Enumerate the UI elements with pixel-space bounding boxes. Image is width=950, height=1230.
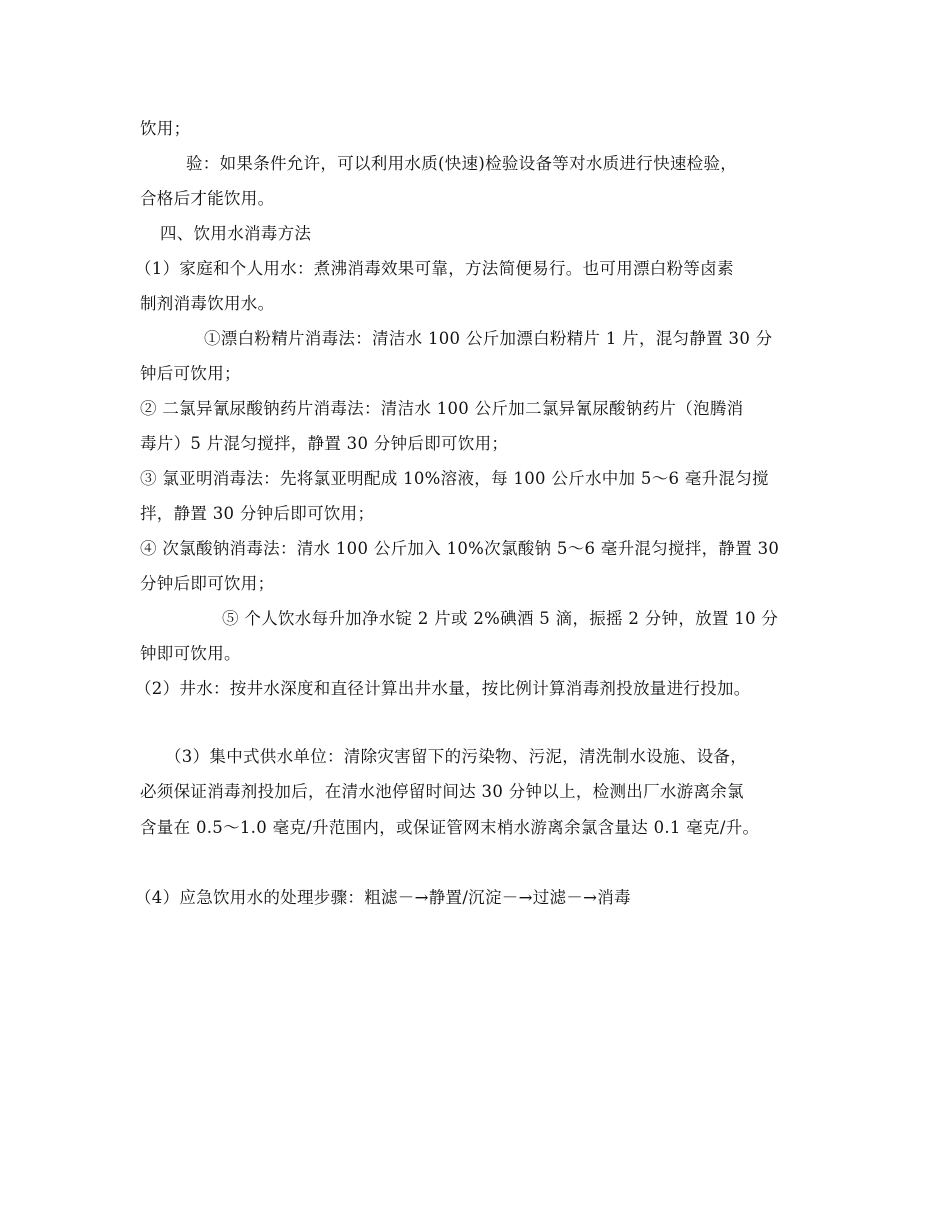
text-line: 钟即可饮用。 (140, 644, 241, 663)
text-line: （4）应急饮用水的处理步骤：粗滤－→静置/沉淀－→过滤－→消毒 (135, 888, 631, 907)
text-line: ③ 氯亚明消毒法：先将氯亚明配成 10%溶液，每 100 公斤水中加 5～6 毫升混匀搅 (140, 469, 769, 488)
text-line: 合格后才能饮用。 (140, 189, 275, 208)
text-line: （2）井水：按井水深度和直径计算出井水量，按比例计算消毒剂投放量进行投加。 (135, 679, 751, 698)
text-line: 分钟后即可饮用； (140, 574, 275, 593)
text-line: 必须保证消毒剂投加后，在清水池停留时间达 30 分钟以上，检测出厂水游离余氯 (140, 782, 744, 801)
section-heading: 四、饮用水消毒方法 (160, 224, 312, 243)
text-line: 制剂消毒饮用水。 (140, 294, 275, 313)
text-line: ⑤ 个人饮水每升加净水锭 2 片或 2%碘酒 5 滴，振摇 2 分钟，放置 10 分 (222, 609, 779, 628)
text-line: 毒片）5 片混匀搅拌，静置 30 分钟后即可饮用； (140, 434, 509, 453)
text-line: 含量在 0.5～1.0 毫克/升范围内，或保证管网末梢水游离余氯含量达 0.1 毫克/升。 (140, 818, 760, 837)
text-line: 拌，静置 30 分钟后即可饮用； (140, 504, 375, 523)
text-line: ④ 次氯酸钠消毒法：清水 100 公斤加入 10%次氯酸钠 5～6 毫升混匀搅拌，静置 30 (140, 539, 780, 558)
text-line: 饮用； (140, 119, 191, 138)
text-line: ② 二氯异氰尿酸钠药片消毒法：清洁水 100 公斤加二氯异氰尿酸钠药片（泡腾消 (140, 399, 744, 418)
text-line: ①漂白粉精片消毒法：清洁水 100 公斤加漂白粉精片 1 片，混匀静置 30 分 (204, 329, 773, 348)
text-line: （1）家庭和个人用水：煮沸消毒效果可靠，方法简便易行。也可用漂白粉等卤素 (135, 259, 734, 278)
text-line: 钟后可饮用； (140, 364, 241, 383)
text-line: （3）集中式供水单位：清除灾害留下的污染物、污泥，清洗制水设施、设备， (165, 747, 747, 766)
text-line: 验：如果条件允许，可以利用水质(快速)检验设备等对水质进行快速检验， (186, 154, 738, 173)
